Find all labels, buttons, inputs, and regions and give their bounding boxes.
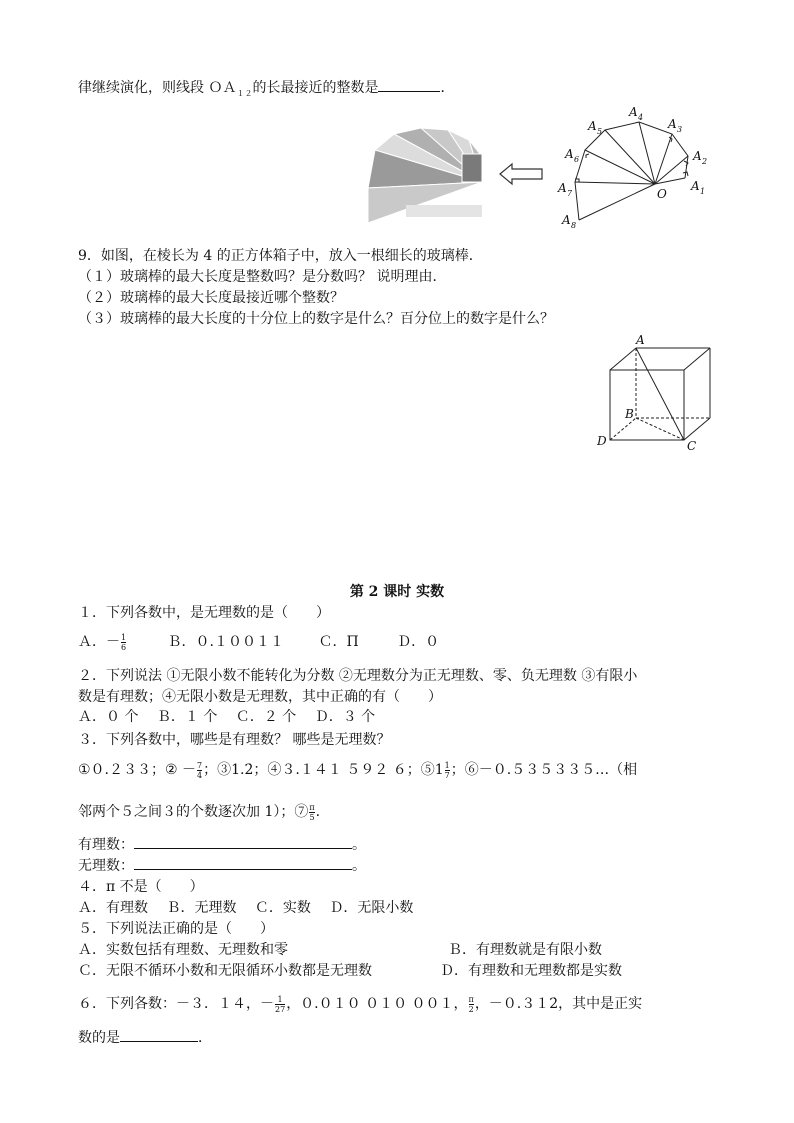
s6-line2 bbox=[78, 1027, 212, 1048]
q8-text: 律继续演化，则线段 ＯＡ bbox=[78, 80, 237, 96]
svg-text:6: 6 bbox=[574, 155, 580, 164]
s3-items-line1 bbox=[78, 760, 637, 780]
irrational-answer-blank[interactable] bbox=[134, 855, 352, 870]
s6-line2-text: 数的是 bbox=[78, 1030, 120, 1046]
svg-text:7: 7 bbox=[567, 189, 573, 198]
s3-item3: ；③1.2̇；④３.１４１ ５９２ ６；⑤1 bbox=[203, 762, 444, 778]
left-arrow-icon bbox=[498, 162, 544, 186]
svg-text:A: A bbox=[565, 147, 574, 161]
s3-items-line2 bbox=[78, 802, 320, 822]
s5-option-c: Ｃ．无限不循环小数和无限循环小数都是无理数 bbox=[78, 963, 372, 979]
svg-text:8: 8 bbox=[571, 221, 577, 230]
s3-line2-end: . bbox=[315, 804, 321, 820]
irrational-answer-line bbox=[78, 855, 366, 876]
s1-options bbox=[78, 632, 439, 652]
svg-text:5: 5 bbox=[597, 127, 603, 136]
s2-line1: ２．下列说法 ①无限小数不能转化为分数 ②无理数分为正无理数、零、负无理数 ③有限小 bbox=[78, 668, 638, 684]
s1-option-b: Ｂ．０.１００１１ bbox=[167, 634, 284, 650]
s5-options-row2 bbox=[78, 961, 622, 981]
s6-line1 bbox=[78, 994, 642, 1014]
s3-stem: ３．下列各数中，哪些是有理数？ 哪些是无理数？ bbox=[78, 732, 391, 748]
svg-text:1: 1 bbox=[700, 187, 706, 196]
q8-end: ． bbox=[440, 80, 455, 96]
rational-end: 。 bbox=[352, 837, 366, 853]
q8-answer-blank[interactable] bbox=[378, 77, 440, 92]
s5-options-row1 bbox=[78, 940, 602, 960]
svg-text:A: A bbox=[562, 213, 571, 227]
spiral-line-figure bbox=[555, 100, 715, 235]
s1-option-c: Ｃ．Π bbox=[318, 634, 359, 650]
svg-text:A: A bbox=[693, 149, 702, 163]
svg-text:3: 3 bbox=[677, 125, 683, 134]
fraction-one-seventh: $\frac{1}{7}$ bbox=[444, 760, 450, 780]
fraction-seven-fourths: $\frac{7}{4}$ bbox=[197, 760, 203, 780]
s5-stem: ５．下列说法正确的是（ ） bbox=[78, 921, 274, 937]
blurred-watermark bbox=[406, 205, 482, 217]
s4-stem: ４．π 不是（ ） bbox=[78, 879, 204, 895]
svg-text:A: A bbox=[691, 179, 700, 193]
fraction-pi-fifths: $\frac{\pi}{5}$ bbox=[309, 802, 315, 822]
q8-tail-line bbox=[78, 77, 454, 104]
q9-part3: （３）玻璃棒的最大长度的十分位上的数字是什么？百分位上的数字是什么？ bbox=[78, 311, 554, 327]
s3-line2-text: 邻两个５之间３的个数逐次加 1）；⑦ bbox=[78, 804, 309, 820]
s3-item1: ①０.２３３；② － bbox=[78, 762, 197, 778]
cube-point-B: B bbox=[625, 407, 634, 421]
s2-options: Ａ．０ 个 Ｂ．１ 个 Ｃ．２ 个 Ｄ．３ 个 bbox=[78, 709, 376, 725]
s5-option-d: Ｄ．有理数和无理数都是实数 bbox=[440, 963, 622, 979]
q9-stem: 9．如图，在棱长为 4 的正方体箱子中，放入一根细长的玻璃棒． bbox=[78, 248, 483, 264]
fraction-one-sixth: $\frac{1}{6}$ bbox=[121, 632, 127, 652]
section-title: 第 2 课时 实数 bbox=[349, 584, 445, 600]
q9-part2: （２）玻璃棒的最大长度最接近哪个整数？ bbox=[78, 290, 344, 306]
svg-text:A: A bbox=[558, 181, 567, 195]
irrational-label: 无理数： bbox=[78, 858, 134, 874]
svg-text:2: 2 bbox=[702, 157, 708, 166]
rational-answer-line bbox=[78, 834, 366, 855]
s5-option-a: Ａ．实数包括有理数、无理数和零 bbox=[78, 942, 288, 958]
s4-options: Ａ．有理数 Ｂ．无理数 Ｃ．实数 Ｄ．无限小数 bbox=[78, 900, 414, 916]
s3-item6: ；⑥－０.５３５３３５…（相 bbox=[450, 762, 638, 778]
svg-text:4: 4 bbox=[638, 113, 644, 122]
fraction-pi-halves: $\frac{\pi}{2}$ bbox=[468, 994, 474, 1014]
rational-answer-blank[interactable] bbox=[134, 834, 352, 849]
rational-label: 有理数： bbox=[78, 837, 134, 853]
svg-text:A: A bbox=[629, 105, 638, 119]
q8-subscript: １２ bbox=[236, 88, 253, 98]
cube-figure bbox=[592, 332, 722, 457]
s1-stem: １．下列各数中，是无理数的是（ ） bbox=[78, 605, 330, 621]
s6-post: ，－０.３１2̇，其中是正实 bbox=[474, 996, 643, 1012]
s6-answer-blank[interactable] bbox=[120, 1027, 198, 1042]
spiral-fan-figure bbox=[366, 120, 486, 225]
irrational-end: 。 bbox=[352, 858, 366, 874]
svg-text:A: A bbox=[668, 117, 677, 131]
s6-pre: ６．下列各数：－３．１４，－ bbox=[78, 996, 274, 1012]
q9-part1: （１）玻璃棒的最大长度是整数吗？是分数吗？ 说明理由． bbox=[78, 269, 447, 285]
s5-option-b: Ｂ．有理数就是有限小数 bbox=[448, 942, 602, 958]
cube-point-D: D bbox=[597, 434, 607, 448]
cube-point-C: C bbox=[687, 439, 697, 453]
s6-mid: ，０.０１０ ０１０ ００１， bbox=[286, 996, 468, 1012]
s6-end: ． bbox=[198, 1030, 212, 1046]
point-O: O bbox=[657, 187, 667, 201]
svg-text:A: A bbox=[588, 119, 597, 133]
fraction-one-27th: $\frac{1}{27}$ bbox=[275, 994, 286, 1014]
s2-line2: 数是有理数；④无限小数是无理数，其中正确的有（ ） bbox=[78, 689, 442, 705]
q8-rest: 的长最接近的整数是 bbox=[252, 80, 379, 96]
cube-point-A: A bbox=[636, 333, 645, 347]
s1-option-a: Ａ．－ bbox=[78, 634, 120, 650]
s1-option-d: Ｄ．０ bbox=[397, 634, 440, 650]
